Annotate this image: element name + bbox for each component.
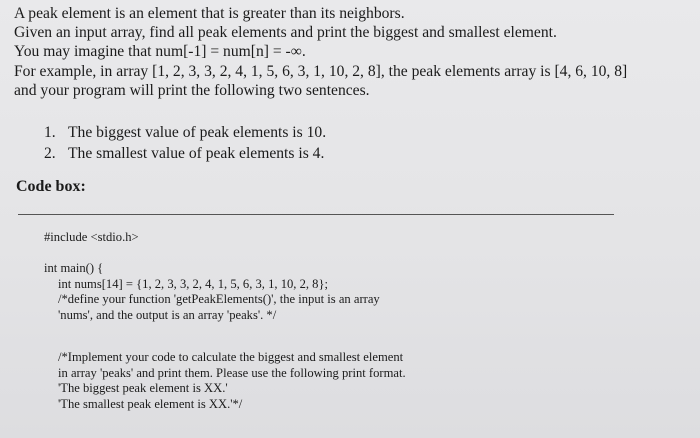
code-include [44,230,139,246]
code-line: /*Implement your code to calculate the biggest and smallest element [58,350,404,364]
code-line: #include <stdio.h> [44,230,139,244]
divider [18,214,614,215]
problem-line: Given an input array, find all peak elements and print the biggest and smallest element. [14,24,557,42]
list-number: 1. [44,124,56,141]
code-line: 'The smallest peak element is XX.'*/ [58,396,243,411]
code-box-title: Code box: [16,178,86,195]
problem-line: For example, in array [1, 2, 3, 3, 2, 4, 1, 5, 6, 3, 1, 10, 2, 8], the peak elements array is [4, 6, 10, 8] [14,62,628,80]
code-main [44,261,380,323]
list-item [44,122,326,143]
list-number: 2. [44,145,56,162]
code-line: 'nums', and the output is an array 'peaks'. */ [58,307,277,322]
list-text: The biggest value of peak elements is 10. [68,124,327,141]
problem-line: A peak element is an element that is greater than its neighbors. [14,5,405,22]
code-line: in array 'peaks' and print them. Please use the following print format. [58,365,406,380]
list-text: The smallest value of peak elements is 4. [68,145,325,162]
code-line: 'The biggest peak element is XX.' [58,381,228,396]
code-line: int nums[14] = {1, 2, 3, 3, 2, 4, 1, 5, 6, 3, 1, 10, 2, 8}; [58,276,329,291]
problem-line: and your program will print the following two sentences. [14,81,370,99]
output-list [44,122,326,164]
code-line: /*define your function 'getPeakElements()', the input is an array [58,292,380,307]
code-implement-comment [44,350,406,412]
problem-statement [14,4,627,100]
code-line: int main() { [44,261,104,275]
list-item [44,143,326,164]
problem-line: You may imagine that num[-1] = num[n] = -∞. [14,43,306,61]
